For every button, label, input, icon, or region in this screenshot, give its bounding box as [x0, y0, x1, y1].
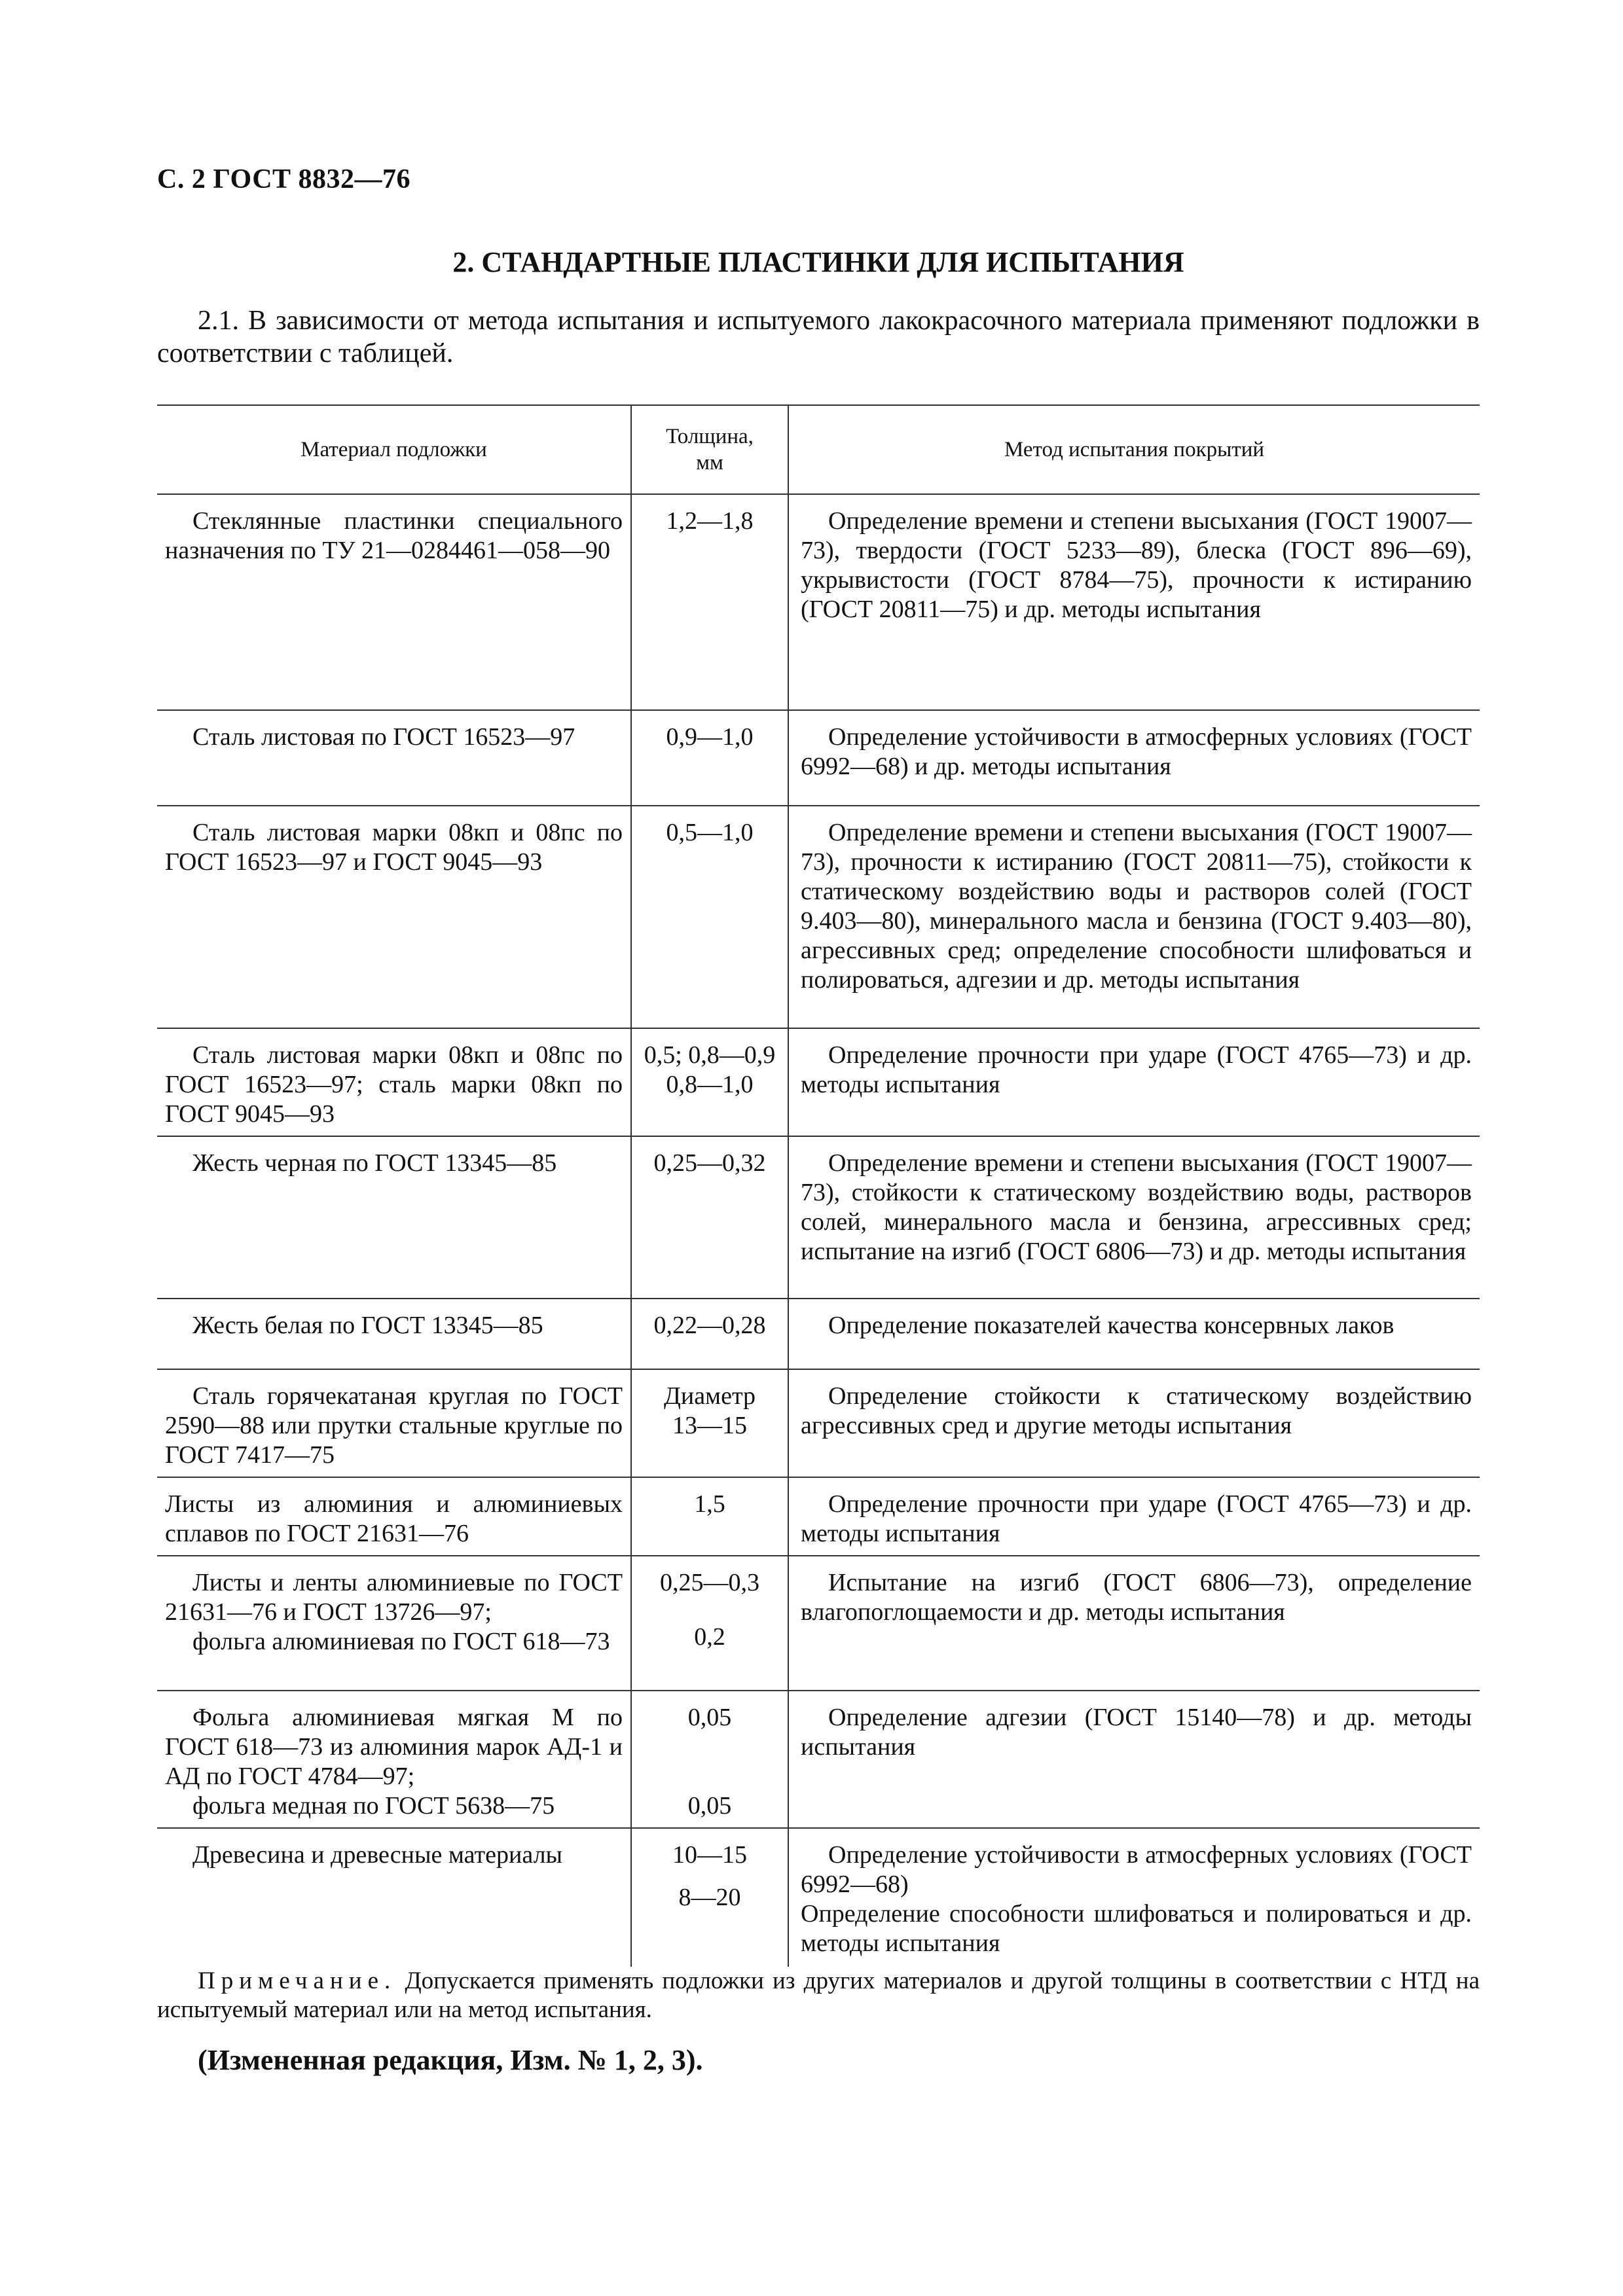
- intro-paragraph: 2.1. В зависимости от метода испытания и испытуемого лакокрасочного материала применяют подложки в соответствии с таблицей.: [157, 306, 1480, 368]
- table-row: [157, 1477, 1480, 1556]
- section-title: 2. СТАНДАРТНЫЕ ПЛАСТИНКИ ДЛЯ ИСПЫТАНИЯ: [452, 246, 1184, 278]
- cell-thickness: [631, 1556, 788, 1691]
- note-label: Примечание.: [198, 1967, 397, 1994]
- material-part: фольга алюминиевая по ГОСТ 618—73: [192, 1628, 610, 1655]
- table-row: [157, 1369, 1480, 1477]
- cell-material: Сталь горячекатаная круглая по ГОСТ 2590—88 или прутки стальные круглые по ГОСТ 7417—75: [157, 1369, 631, 1477]
- thickness-value: 1,5: [694, 1490, 725, 1518]
- column-header-thickness-line2: мм: [696, 451, 723, 475]
- cell-method: Определение времени и степени высыхания (ГОСТ 19007—73), прочности к истиранию (ГОСТ 20811—75), стойкости к статическому воздействию воды и растворов солей (ГОСТ 9.403—80), минерального масла и бензина (ГОСТ 9.403—80), агрессивных сред; определение способности шлифоваться и полироваться, адгезии и др. методы испытания: [788, 806, 1480, 1028]
- thickness-value: 0,9—1,0: [666, 723, 754, 751]
- table-row: [157, 710, 1480, 806]
- cell-material: Жесть черная по ГОСТ 13345—85: [157, 1136, 631, 1299]
- page-header: С. 2 ГОСТ 8832—76: [157, 164, 411, 194]
- cell-material: [157, 1691, 631, 1828]
- cell-method: Определение устойчивости в атмосферных условиях (ГОСТ 6992—68) и др. методы испытания: [788, 710, 1480, 806]
- cell-method: Определение стойкости к статическому воздействию агрессивных сред и другие методы испытания: [788, 1369, 1480, 1477]
- cell-thickness: [631, 1691, 788, 1828]
- method-part: Определение устойчивости в атмосферных условиях (ГОСТ 6992—68): [801, 1841, 1472, 1898]
- cell-method: Определение адгезии (ГОСТ 15140—78) и др. методы испытания: [788, 1691, 1480, 1828]
- cell-thickness: [631, 1299, 788, 1369]
- substrate-table-wrapper: [157, 404, 1480, 1967]
- table-note: [157, 1967, 1480, 2024]
- thickness-value: 8—20: [678, 1884, 741, 1911]
- thickness-value: 0,5—1,0: [666, 819, 754, 846]
- material-part: фольга медная по ГОСТ 5638—75: [192, 1792, 555, 1820]
- table-row: [157, 1556, 1480, 1691]
- cell-thickness: [631, 1828, 788, 1967]
- thickness-value: 0,22—0,28: [653, 1312, 766, 1339]
- table-row: [157, 1828, 1480, 1967]
- substrate-table: [157, 404, 1480, 1967]
- cell-thickness: [631, 1369, 788, 1477]
- cell-thickness: [631, 494, 788, 710]
- thickness-value: 1,2—1,8: [666, 507, 754, 535]
- thickness-value: 0,05: [687, 1792, 732, 1820]
- column-header-thickness: [631, 405, 788, 494]
- thickness-value: 0,2: [694, 1623, 725, 1651]
- thickness-value: 0,5; 0,8—0,9: [644, 1041, 776, 1069]
- thickness-value: 0,8—1,0: [666, 1071, 754, 1098]
- cell-thickness: [631, 1028, 788, 1136]
- table-row: [157, 1136, 1480, 1299]
- thickness-value: 10—15: [672, 1841, 747, 1869]
- cell-method: Определение времени и степени высыхания (ГОСТ 19007—73), стойкости к статическому воздействию воды, растворов солей, минерального масла и бензина, агрессивных сред; испытание на изгиб (ГОСТ 6806—73) и др. методы испытания: [788, 1136, 1480, 1299]
- cell-material: Жесть белая по ГОСТ 13345—85: [157, 1299, 631, 1369]
- table-row: [157, 1299, 1480, 1369]
- table-row: [157, 1028, 1480, 1136]
- cell-method: Определение показателей качества консервных лаков: [788, 1299, 1480, 1369]
- thickness-value: 0,05: [687, 1704, 732, 1731]
- table-header-row: [157, 405, 1480, 494]
- material-part: Листы и ленты алюминиевые по ГОСТ 21631—76 и ГОСТ 13726—97;: [165, 1569, 623, 1626]
- column-header-material: Материал подложки: [157, 405, 631, 494]
- cell-thickness: [631, 1136, 788, 1299]
- note-text: Допускается применять подложки из других материалов и другой толщины в соответствии с НТД на испытуемый материал или на метод испытания.: [157, 1967, 1480, 2023]
- cell-thickness: [631, 710, 788, 806]
- cell-material: Стеклянные пластинки специального назначения по ТУ 21—0284461—058—90: [157, 494, 631, 710]
- column-header-method: Метод испытания покрытий: [788, 405, 1480, 494]
- thickness-value: 0,25—0,3: [660, 1569, 759, 1596]
- table-row: [157, 494, 1480, 710]
- cell-method: Определение прочности при ударе (ГОСТ 4765—73) и др. методы испытания: [788, 1028, 1480, 1136]
- cell-method: [788, 1828, 1480, 1967]
- material-part: Фольга алюминиевая мягкая М по ГОСТ 618—73 из алюминия марок АД-1 и АД по ГОСТ 4784—97;: [165, 1704, 623, 1790]
- cell-material: Сталь листовая марки 08кп и 08пс по ГОСТ 16523—97; сталь марки 08кп по ГОСТ 9045—93: [157, 1028, 631, 1136]
- thickness-value: 0,25—0,32: [653, 1149, 766, 1177]
- cell-material: Древесина и древесные материалы: [157, 1828, 631, 1967]
- table-row: [157, 1691, 1480, 1828]
- cell-method: Испытание на изгиб (ГОСТ 6806—73), определение влагопоглощаемости и др. методы испытания: [788, 1556, 1480, 1691]
- cell-material: [157, 1556, 631, 1691]
- amendment-note: (Измененная редакция, Изм. № 1, 2, 3).: [198, 2044, 703, 2076]
- method-part: Определение способности шлифоваться и полироваться и др. методы испытания: [801, 1900, 1472, 1957]
- thickness-value: Диаметр: [663, 1382, 756, 1410]
- cell-thickness: [631, 1477, 788, 1556]
- cell-material: Сталь листовая по ГОСТ 16523—97: [157, 710, 631, 806]
- table-row: [157, 806, 1480, 1028]
- cell-method: Определение времени и степени высыхания (ГОСТ 19007—73), твердости (ГОСТ 5233—89), блеска (ГОСТ 896—69), укрывистости (ГОСТ 8784—75), прочности к истиранию (ГОСТ 20811—75) и др. методы испытания: [788, 494, 1480, 710]
- cell-material: Листы из алюминия и алюминиевых сплавов по ГОСТ 21631—76: [157, 1477, 631, 1556]
- cell-method: Определение прочности при ударе (ГОСТ 4765—73) и др. методы испытания: [788, 1477, 1480, 1556]
- thickness-value: 13—15: [672, 1412, 747, 1439]
- column-header-thickness-line1: Толщина,: [666, 425, 754, 448]
- cell-thickness: [631, 806, 788, 1028]
- cell-material: Сталь листовая марки 08кп и 08пс по ГОСТ 16523—97 и ГОСТ 9045—93: [157, 806, 631, 1028]
